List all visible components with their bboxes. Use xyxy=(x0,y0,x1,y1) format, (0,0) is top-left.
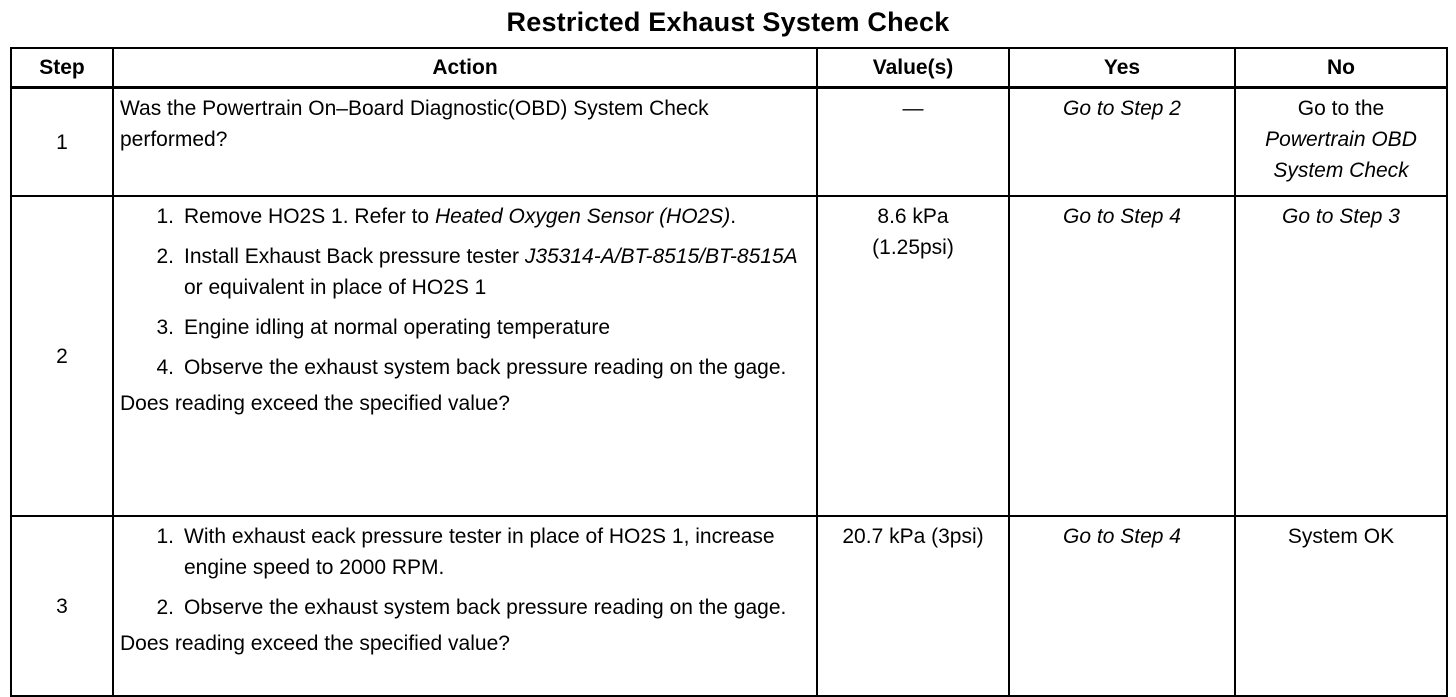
list-item-text xyxy=(184,241,806,303)
list-item-number: 2. xyxy=(156,596,174,619)
no-prefix: Go to the xyxy=(1297,97,1385,120)
header-step: Step xyxy=(11,48,113,88)
no-cell: System OK xyxy=(1235,516,1447,696)
diagnostic-table xyxy=(10,47,1448,697)
value-cell: — xyxy=(817,88,1009,197)
no-cell: Go to Step 3 xyxy=(1235,196,1447,516)
list-item-suffix: or equivalent in place of HO2S 1 xyxy=(184,276,487,299)
header-action: Action xyxy=(113,48,817,88)
action-cell xyxy=(113,196,817,516)
yes-cell: Go to Step 4 xyxy=(1009,196,1235,516)
list-item-italic: J35314-A/BT-8515/BT-8515A xyxy=(524,245,798,268)
action-cell xyxy=(113,88,817,197)
page-title: Restricted Exhaust System Check xyxy=(506,7,950,37)
list-item xyxy=(120,201,806,232)
list-item-number: 3. xyxy=(156,316,174,339)
action-text: Was the Powertrain On–Board Diagnostic(OBD) System Check performed? xyxy=(120,97,709,151)
list-item-number: 2. xyxy=(156,245,174,268)
list-item-text: With exhaust eack pressure tester in place of HO2S 1, increase engine speed to 2000 RPM. xyxy=(184,525,775,579)
step-number: 3 xyxy=(11,516,113,696)
list-item-text: Observe the exhaust system back pressure reading on the gage. xyxy=(184,356,787,379)
list-item-number: 1. xyxy=(156,525,174,548)
value-cell xyxy=(817,196,1009,516)
yes-cell: Go to Step 2 xyxy=(1009,88,1235,197)
list-item xyxy=(120,592,806,623)
step-number: 2 xyxy=(11,196,113,516)
action-steps-list xyxy=(120,521,806,623)
list-item xyxy=(120,312,806,343)
table-row xyxy=(11,196,1447,516)
value-cell: 20.7 kPa (3psi) xyxy=(817,516,1009,696)
list-item-text: Engine idling at normal operating temperature xyxy=(184,316,611,339)
step-number: 1 xyxy=(11,88,113,197)
list-item xyxy=(120,241,806,303)
list-item-italic: Heated Oxygen Sensor (HO2S) xyxy=(434,205,731,228)
value-line-1: 8.6 kPa xyxy=(877,205,949,228)
table-row xyxy=(11,88,1447,197)
table-header-row xyxy=(11,48,1447,88)
yes-cell: Go to Step 4 xyxy=(1009,516,1235,696)
value-line-2: (1.25psi) xyxy=(872,236,954,259)
no-italic: Powertrain OBD System Check xyxy=(1265,128,1417,182)
action-cell xyxy=(113,516,817,696)
header-yes: Yes xyxy=(1009,48,1235,88)
list-item-number: 4. xyxy=(156,356,174,379)
list-item-number: 1. xyxy=(156,205,174,228)
list-item-text xyxy=(184,201,806,232)
list-item-text: Observe the exhaust system back pressure reading on the gage. xyxy=(184,596,787,619)
list-item-plain: Install Exhaust Back pressure tester xyxy=(184,245,525,268)
list-item xyxy=(120,352,806,383)
list-item-plain: Remove HO2S 1. Refer to xyxy=(184,205,435,228)
question-text: Does reading exceed the specified value? xyxy=(120,632,510,655)
table-row xyxy=(11,516,1447,696)
list-item xyxy=(120,521,806,583)
no-cell xyxy=(1235,88,1447,197)
list-item-suffix: . xyxy=(730,205,737,228)
header-no: No xyxy=(1235,48,1447,88)
header-values: Value(s) xyxy=(817,48,1009,88)
question-text: Does reading exceed the specified value? xyxy=(120,392,510,415)
action-steps-list xyxy=(120,201,806,383)
